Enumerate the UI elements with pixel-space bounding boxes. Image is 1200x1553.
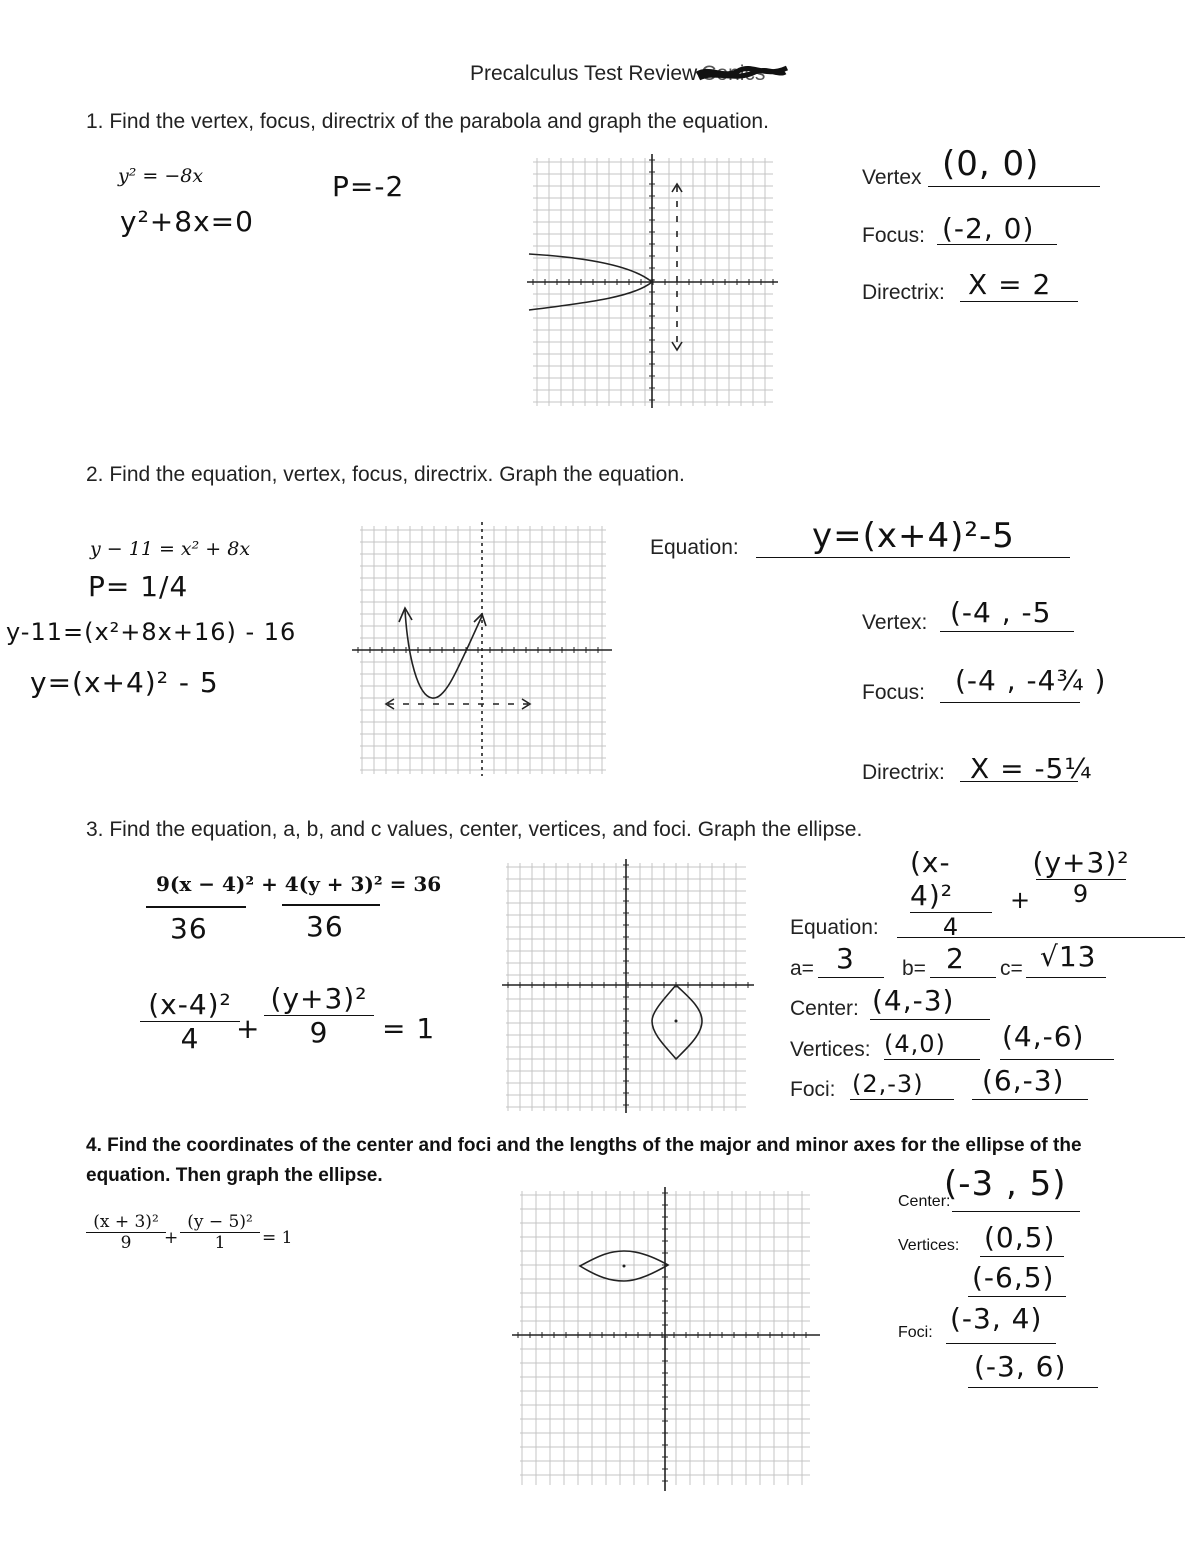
q4-equation-frac2 bbox=[180, 1212, 260, 1253]
q2-focus-line bbox=[940, 702, 1080, 703]
q4-equation-num1: (x + 3)² bbox=[93, 1212, 159, 1232]
q1-graph bbox=[525, 150, 780, 412]
q3-work-den1: 36 bbox=[170, 912, 208, 945]
q3-work-bar2 bbox=[282, 904, 380, 906]
q4-equation-rhs: = 1 bbox=[262, 1228, 293, 1248]
q3-equation: 9(x − 4)² + 4(y + 3)² = 36 bbox=[156, 872, 442, 896]
q1-vertex-line bbox=[928, 186, 1100, 187]
q3-work-bar1 bbox=[146, 906, 246, 908]
q3-work-num1: (x-4)² bbox=[148, 988, 232, 1021]
q4-vertex1-line bbox=[980, 1256, 1064, 1257]
q1-prompt: 1. Find the vertex, focus, directrix of the parabola and graph the equation. bbox=[86, 110, 769, 133]
q4-center-label: Center: bbox=[898, 1193, 951, 1210]
q3-c-label: c= bbox=[1000, 957, 1023, 980]
q3-vertex1-line bbox=[884, 1059, 980, 1060]
title-text: Precalculus Test Review bbox=[470, 62, 698, 85]
q2-vertex-answer: (-4 , -5 bbox=[950, 596, 1052, 629]
q1-work-p: P=-2 bbox=[332, 170, 405, 203]
q3-work-num2: (y+3)² bbox=[270, 982, 368, 1015]
q2-equation-line bbox=[756, 557, 1070, 558]
q4-equation-num2: (y − 5)² bbox=[187, 1212, 253, 1232]
q3-c-line bbox=[1026, 977, 1106, 978]
q4-vertex2-line bbox=[968, 1296, 1066, 1297]
q2-equation-label: Equation: bbox=[650, 536, 739, 559]
q3-focus1-answer: (2,-3) bbox=[852, 1070, 924, 1098]
q4-center-answer: (-3 , 5) bbox=[944, 1164, 1067, 1204]
q3-equation-label: Equation: bbox=[790, 916, 879, 939]
q3-work-den2: 36 bbox=[306, 910, 344, 943]
q1-directrix-label: Directrix: bbox=[862, 281, 945, 304]
scribble-out-icon bbox=[695, 62, 791, 84]
q3-center-dot bbox=[675, 1020, 678, 1023]
q2-directrix-label: Directrix: bbox=[862, 761, 945, 784]
q2-work-line1: y-11=(x²+8x+16) - 16 bbox=[6, 618, 297, 646]
title-scribble: Conics bbox=[701, 62, 765, 86]
q1-directrix-line bbox=[960, 301, 1078, 302]
q1-directrix-answer: X = 2 bbox=[968, 268, 1052, 301]
q4-equation-plus: + bbox=[164, 1228, 179, 1248]
q3-vertex2-answer: (4,-6) bbox=[1002, 1020, 1085, 1053]
q3-b-line bbox=[930, 977, 996, 978]
q4-focus1-answer: (-3, 4) bbox=[950, 1302, 1043, 1335]
q4-focus1-line bbox=[946, 1343, 1056, 1344]
q1-work-line1: y²+8x=0 bbox=[120, 205, 254, 238]
q2-equation: y − 11 = x² + 8x bbox=[90, 538, 251, 560]
q2-directrix-answer: X = -5¼ bbox=[970, 752, 1093, 785]
q4-vertices-label: Vertices: bbox=[898, 1237, 960, 1254]
q2-focus-label: Focus: bbox=[862, 681, 926, 704]
q4-focus2-answer: (-3, 6) bbox=[974, 1350, 1067, 1383]
q2-work-line2: y=(x+4)² - 5 bbox=[30, 666, 219, 699]
q4-center-line bbox=[952, 1211, 1080, 1212]
q3-work-frac1 bbox=[140, 988, 240, 1055]
q2-equation-answer: y=(x+4)²-5 bbox=[812, 516, 1015, 556]
q1-vertex-label: Vertex bbox=[862, 166, 922, 189]
q3-a-answer: 3 bbox=[836, 942, 855, 975]
q3-vertex2-line bbox=[1000, 1059, 1114, 1060]
q3-graph bbox=[500, 855, 758, 1117]
q2-vertex-label: Vertex: bbox=[862, 611, 928, 634]
q4-graph bbox=[510, 1185, 822, 1493]
q4-center-dot bbox=[623, 1265, 626, 1268]
q4-prompt-line2: equation. Then graph the ellipse. bbox=[86, 1165, 383, 1186]
q3-focus2-answer: (6,-3) bbox=[982, 1064, 1065, 1097]
q3-eq-answer-num1: (x-4)² bbox=[910, 846, 953, 912]
q3-eq-answer-num2: (y+3)² bbox=[1032, 846, 1130, 879]
q3-eq-answer-den2: 9 bbox=[1072, 880, 1090, 908]
q3-foci-label: Foci: bbox=[790, 1078, 836, 1101]
q3-work-plus: + bbox=[236, 1012, 261, 1045]
q1-focus-answer: (-2, 0) bbox=[942, 212, 1035, 245]
q4-focus2-line bbox=[968, 1387, 1098, 1388]
q3-equation-line bbox=[897, 937, 1185, 938]
q2-vertex-line bbox=[940, 631, 1074, 632]
q3-b-label: b= bbox=[902, 957, 926, 980]
q4-vertex1-answer: (0,5) bbox=[984, 1221, 1056, 1254]
q2-graph bbox=[350, 518, 615, 780]
q4-vertex2-answer: (-6,5) bbox=[972, 1261, 1055, 1294]
q3-eq-answer-frac2 bbox=[1032, 846, 1130, 908]
q3-eq-answer-den1: 4 bbox=[942, 913, 960, 941]
q4-prompt-line1: 4. Find the coordinates of the center and foci and the lengths of the major and minor axes for the ellipse of the bbox=[86, 1135, 1082, 1156]
q3-eq-answer-frac1 bbox=[910, 846, 992, 941]
q2-focus-answer: (-4 , -4¾ ) bbox=[955, 664, 1107, 697]
q1-equation: y² = −8x bbox=[118, 165, 204, 187]
q3-work-den3: 4 bbox=[180, 1022, 200, 1055]
q3-center-answer: (4,-3) bbox=[872, 984, 955, 1017]
q3-work-den4: 9 bbox=[309, 1016, 329, 1049]
q3-center-label: Center: bbox=[790, 997, 859, 1020]
q3-prompt: 3. Find the equation, a, b, and c values, center, vertices, and foci. Graph the ellipse. bbox=[86, 818, 863, 841]
q2-work-p: P= 1/4 bbox=[88, 570, 189, 603]
q3-focus1-line bbox=[850, 1099, 954, 1100]
q3-eq-answer-plus: + bbox=[1010, 886, 1032, 914]
q3-work-eq: = 1 bbox=[382, 1012, 436, 1045]
q1-vertex-answer: (0, 0) bbox=[942, 144, 1040, 184]
q3-work-frac2 bbox=[264, 982, 374, 1049]
q3-a-line bbox=[818, 977, 884, 978]
q3-a-label: a= bbox=[790, 957, 814, 980]
q3-b-answer: 2 bbox=[946, 942, 965, 975]
q3-vertices-label: Vertices: bbox=[790, 1038, 871, 1061]
q4-equation-den2: 1 bbox=[214, 1233, 226, 1253]
q4-equation-den1: 9 bbox=[120, 1233, 132, 1253]
q1-focus-label: Focus: bbox=[862, 224, 926, 247]
q2-prompt: 2. Find the equation, vertex, focus, directrix. Graph the equation. bbox=[86, 463, 685, 486]
q4-foci-label: Foci: bbox=[898, 1324, 933, 1341]
q3-center-line bbox=[870, 1019, 990, 1020]
q3-vertex1-answer: (4,0) bbox=[884, 1030, 946, 1058]
q3-c-answer: √13 bbox=[1040, 940, 1097, 973]
q3-focus2-line bbox=[972, 1099, 1088, 1100]
q4-equation-frac1 bbox=[86, 1212, 166, 1253]
page-title bbox=[470, 62, 765, 86]
